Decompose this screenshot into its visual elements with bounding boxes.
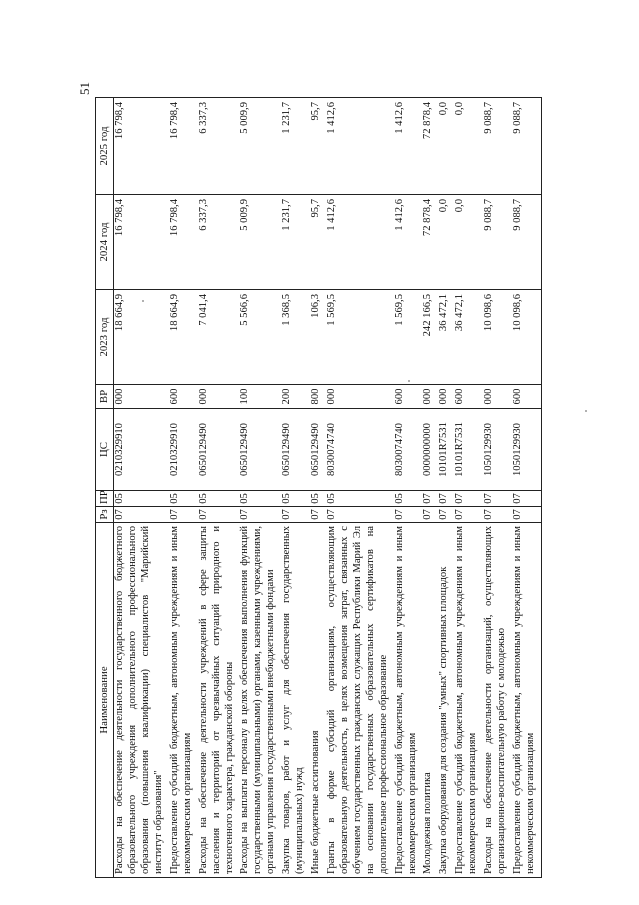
cell-y2024: 95,7 (310, 195, 326, 290)
cell-pr: 05 (169, 491, 198, 507)
cell-cs: 0000000000 (422, 409, 438, 491)
cell-rz: 07 (310, 507, 326, 523)
cell-y2023: 106,3 (310, 290, 326, 385)
cell-y2023: 7 041,4 (198, 290, 240, 385)
cell-rz: 07 (169, 507, 198, 523)
scan-speck (142, 300, 144, 302)
cell-cs: 0650129490 (310, 409, 326, 491)
cell-rz: 07 (394, 507, 423, 523)
cell-rz: 07 (483, 507, 512, 523)
cell-vr: 000 (422, 385, 438, 409)
cell-y2023: 1 569,5 (326, 290, 394, 385)
page-number: 51 (77, 82, 92, 95)
cell-vr: 600 (454, 385, 483, 409)
cell-y2024: 1 412,6 (326, 195, 394, 290)
cell-pr: 05 (239, 491, 281, 507)
cell-cs: 0650129490 (198, 409, 240, 491)
cell-vr: 000 (326, 385, 394, 409)
cell-y2024: 16 798,4 (114, 195, 169, 290)
cell-name: Расходы на обеспечение деятельности учреждений в сфере защиты населения и территорий от чрезвычайных ситуаций природного и техногенного характера, гражданской обороны (198, 523, 240, 878)
cell-pr: 05 (310, 491, 326, 507)
rotated-content (77, 82, 595, 878)
cell-y2024: 1 412,6 (394, 195, 423, 290)
cell-name: Гранты в форме субсидий организациям, осуществляющим образовательную деятельность, в целях возмещения затрат, связанных с обучением государственных гражданских служащих Республики Марий Эл на основании государственных образовательных сертификатов на дополнительное профессиональное образование (326, 523, 394, 878)
cell-y2024: 72 878,4 (422, 195, 438, 290)
header-vr: ВР (96, 385, 114, 409)
cell-cs: 1050129930 (483, 409, 512, 491)
cell-cs: 10101R7531 (454, 409, 483, 491)
header-2023: 2023 год (96, 290, 114, 385)
cell-pr: 07 (454, 491, 483, 507)
cell-name: Предоставление субсидий бюджетным, автономным учреждениям и иным некоммерческим организациям (454, 523, 483, 878)
cell-rz: 07 (239, 507, 281, 523)
cell-y2024: 6 337,3 (198, 195, 240, 290)
cell-rz: 07 (281, 507, 310, 523)
cell-rz: 07 (512, 507, 541, 523)
cell-pr: 05 (326, 491, 394, 507)
cell-cs: 8030074740 (394, 409, 423, 491)
cell-cs: 10101R7531 (438, 409, 454, 491)
cell-y2025: 72 878,4 (422, 98, 438, 195)
cell-pr: 07 (483, 491, 512, 507)
cell-rz: 07 (454, 507, 483, 523)
header-rz: Рз (96, 507, 114, 523)
table-row (438, 98, 454, 878)
cell-y2023: 10 098,6 (512, 290, 541, 385)
cell-y2024: 0,0 (454, 195, 483, 290)
cell-vr: 600 (169, 385, 198, 409)
cell-vr: 000 (198, 385, 240, 409)
cell-rz: 07 (198, 507, 240, 523)
cell-vr: 000 (438, 385, 454, 409)
table-row (198, 98, 240, 878)
cell-y2024: 16 798,4 (169, 195, 198, 290)
cell-vr: 600 (394, 385, 423, 409)
cell-y2025: 16 798,4 (169, 98, 198, 195)
cell-pr: 05 (394, 491, 423, 507)
table-row (239, 98, 281, 878)
cell-vr: 000 (114, 385, 169, 409)
cell-y2023: 10 098,6 (483, 290, 512, 385)
header-cs: ЦС (96, 409, 114, 491)
cell-name: Предоставление субсидий бюджетным, автономным учреждениям и иным некоммерческим организациям (512, 523, 541, 878)
table-row (114, 98, 169, 878)
cell-y2024: 9 088,7 (512, 195, 541, 290)
cell-cs: 0210329910 (114, 409, 169, 491)
cell-rz: 07 (114, 507, 169, 523)
cell-y2023: 242 166,5 (422, 290, 438, 385)
cell-name: Расходы на обеспечение деятельности организаций, осуществляющих организационно-воспитательную работу с молодежью (483, 523, 512, 878)
table-row (454, 98, 483, 878)
cell-vr: 000 (483, 385, 512, 409)
cell-y2023: 5 566,6 (239, 290, 281, 385)
cell-rz: 07 (438, 507, 454, 523)
cell-pr: 07 (438, 491, 454, 507)
cell-y2023: 1 368,5 (281, 290, 310, 385)
table-row (483, 98, 512, 878)
header-name: Наименование (96, 523, 114, 878)
cell-y2023: 36 472,1 (454, 290, 483, 385)
cell-name: Закупка оборудования для создания "умных" спортивных площадок (438, 523, 454, 878)
cell-name: Закупка товаров, работ и услуг для обеспечения государственных (муниципальных) нужд (281, 523, 310, 878)
table-row (394, 98, 423, 878)
cell-y2025: 95,7 (310, 98, 326, 195)
cell-vr: 100 (239, 385, 281, 409)
cell-y2024: 5 009,9 (239, 195, 281, 290)
cell-y2025: 16 798,4 (114, 98, 169, 195)
cell-vr: 800 (310, 385, 326, 409)
cell-y2025: 1 412,6 (394, 98, 423, 195)
cell-y2023: 36 472,1 (438, 290, 454, 385)
table-row (169, 98, 198, 878)
cell-y2025: 6 337,3 (198, 98, 240, 195)
cell-y2025: 9 088,7 (483, 98, 512, 195)
header-2025: 2025 год (96, 98, 114, 195)
cell-vr: 600 (512, 385, 541, 409)
cell-y2025: 0,0 (454, 98, 483, 195)
cell-name: Предоставление субсидий бюджетным, автономным учреждениям и иным некоммерческим организациям (394, 523, 423, 878)
table-row (326, 98, 394, 878)
table-row (422, 98, 438, 878)
header-pr: ПР (96, 491, 114, 507)
cell-y2025: 5 009,9 (239, 98, 281, 195)
table-row (281, 98, 310, 878)
cell-rz: 07 (422, 507, 438, 523)
cell-y2025: 1 412,6 (326, 98, 394, 195)
scan-speck (585, 410, 587, 412)
table-header-row (96, 98, 114, 878)
cell-rz: 07 (326, 507, 394, 523)
cell-cs: 8030074740 (326, 409, 394, 491)
cell-pr: 07 (512, 491, 541, 507)
cell-name: Иные бюджетные ассигнования (310, 523, 326, 878)
cell-y2023: 1 569,5 (394, 290, 423, 385)
table-row (310, 98, 326, 878)
cell-y2025: 1 231,7 (281, 98, 310, 195)
cell-cs: 0650129490 (281, 409, 310, 491)
cell-y2025: 9 088,7 (512, 98, 541, 195)
cell-vr: 200 (281, 385, 310, 409)
cell-y2024: 0,0 (438, 195, 454, 290)
cell-cs: 1050129930 (512, 409, 541, 491)
cell-name: Расходы на обеспечение деятельности государственного бюджетного образовательного учреждения дополнительного профессионального образования (повышения квалификации) специалистов "Марийский институт образования" (114, 523, 169, 878)
cell-y2023: 18 664,9 (169, 290, 198, 385)
cell-y2024: 1 231,7 (281, 195, 310, 290)
budget-table (95, 97, 542, 878)
scan-speck (408, 380, 410, 382)
cell-pr: 07 (422, 491, 438, 507)
cell-y2024: 9 088,7 (483, 195, 512, 290)
cell-pr: 05 (198, 491, 240, 507)
cell-cs: 0210329910 (169, 409, 198, 491)
cell-name: Предоставление субсидий бюджетным, автономным учреждениям и иным некоммерческим организациям (169, 523, 198, 878)
cell-name: Молодежная политика (422, 523, 438, 878)
cell-pr: 05 (114, 491, 169, 507)
cell-cs: 0650129490 (239, 409, 281, 491)
cell-pr: 05 (281, 491, 310, 507)
table-row (512, 98, 541, 878)
cell-y2025: 0,0 (438, 98, 454, 195)
cell-y2023: 18 664,9 (114, 290, 169, 385)
cell-name: Расходы на выплаты персоналу в целях обеспечения выполнения функций государственными (муниципальными) органами, казенными учреждениями, органами управления государственными внебюджетными фондами (239, 523, 281, 878)
header-2024: 2024 год (96, 195, 114, 290)
